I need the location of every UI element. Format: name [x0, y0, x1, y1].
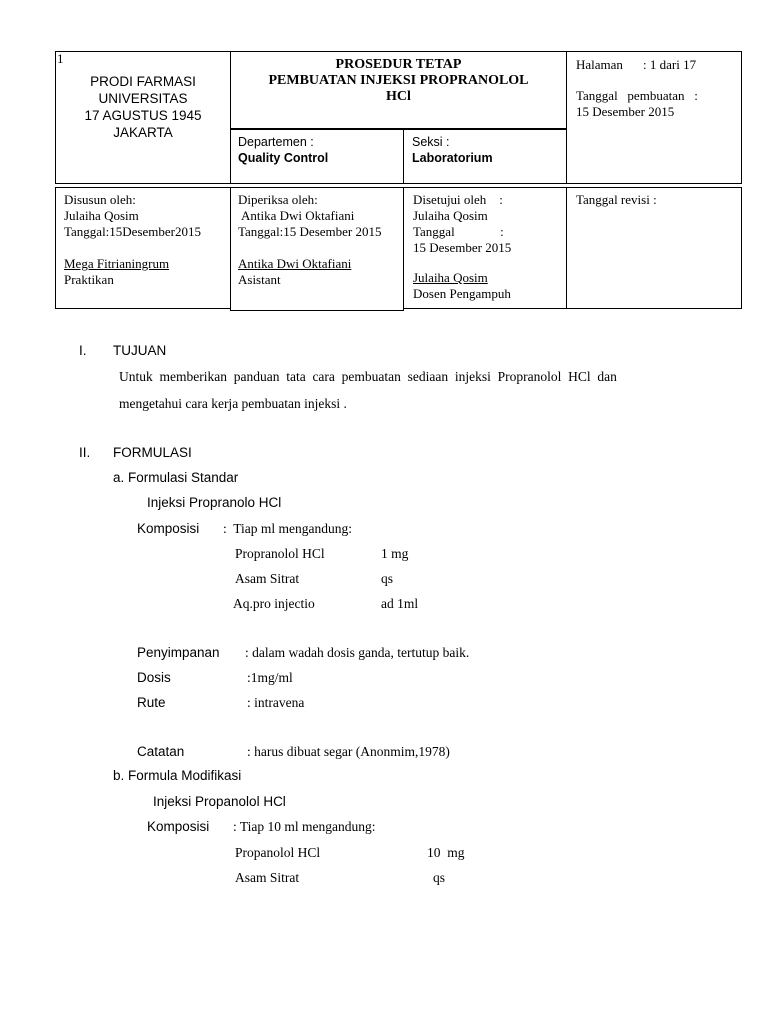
- section-2-title: FORMULASI: [113, 445, 192, 460]
- institution-name: [55, 73, 231, 141]
- prepared-date: Tanggal:15Desember2015: [64, 224, 201, 239]
- department-value: Quality Control: [238, 151, 329, 165]
- storage-value: : dalam wadah dosis ganda, tertutup baik.: [245, 645, 470, 660]
- a-komposisi-label: Komposisi: [137, 521, 200, 536]
- note-label: Catatan: [137, 744, 185, 759]
- approved-name2: Julaiha Qosim: [413, 270, 488, 285]
- approved-date-label: Tanggal :: [413, 224, 504, 239]
- created-date-value: 15 Desember 2015: [576, 104, 675, 119]
- prepared-by: [64, 192, 201, 288]
- section-1-number: I.: [79, 343, 87, 358]
- title-line: PEMBUATAN INJEKSI PROPRANOLOL: [268, 73, 529, 88]
- prepared-label: Disusun oleh:: [64, 192, 136, 207]
- a-komposisi-value: : Tiap ml mengandung:: [223, 521, 353, 536]
- dose-label: Dosis: [137, 670, 171, 685]
- institution-line: JAKARTA: [113, 125, 173, 140]
- section-1-title: TUJUAN: [113, 343, 167, 358]
- checked-label: Diperiksa oleh:: [238, 192, 318, 207]
- approved-date: 15 Desember 2015: [413, 240, 512, 255]
- a-item-name: Aq.pro injectio: [233, 596, 315, 611]
- subsection-a-product: Injeksi Propranolo HCl: [147, 495, 282, 510]
- dose-value: :1mg/ml: [247, 670, 293, 685]
- institution-line: UNIVERSITAS: [98, 91, 188, 106]
- section-2-number: II.: [79, 445, 91, 460]
- b-item-qty: qs: [433, 870, 446, 885]
- section-1-line-2: mengetahui cara kerja pembuatan injeksi .: [119, 396, 347, 411]
- prepared-name2: Mega Fitrianingrum: [64, 256, 170, 271]
- department-label: Departemen :: [238, 135, 314, 149]
- institution-line: PRODI FARMASI: [90, 74, 196, 89]
- checked-role2: Asistant: [238, 272, 281, 287]
- subsection-b-title: b. Formula Modifikasi: [113, 768, 242, 783]
- b-item-name: Propanolol HCl: [235, 845, 321, 860]
- revision-label: Tanggal revisi :: [576, 192, 657, 207]
- title-line: PROSEDUR TETAP: [335, 57, 462, 72]
- page-label: Halaman: [576, 57, 623, 72]
- checked-date: Tanggal:15 Desember 2015: [238, 224, 382, 239]
- subsection-b-product: Injeksi Propanolol HCl: [153, 794, 286, 809]
- prepared-name: Julaiha Qosim: [64, 208, 139, 223]
- approved-role2: Dosen Pengampuh: [413, 286, 511, 301]
- subsection-a-title: a. Formulasi Standar: [113, 470, 239, 485]
- a-item-qty: 1 mg: [381, 546, 409, 561]
- b-item-qty: 10 mg: [427, 845, 465, 860]
- approved-name: Julaiha Qosim: [413, 208, 488, 223]
- checked-name: Antika Dwi Oktafiani: [241, 208, 355, 223]
- page-value: : 1 dari 17: [643, 57, 697, 72]
- b-komposisi-label: Komposisi: [147, 819, 210, 834]
- b-komposisi-value: : Tiap 10 ml mengandung:: [233, 819, 376, 834]
- section-1-line-1: Untuk memberikan panduan tata cara pembuatan sediaan injeksi Propranolol HCl dan: [119, 369, 617, 384]
- storage-label: Penyimpanan: [137, 645, 220, 660]
- a-item-name: Asam Sitrat: [235, 571, 300, 586]
- section-label: Seksi :: [412, 135, 450, 149]
- institution-line: 17 AGUSTUS 1945: [84, 108, 202, 123]
- document-title: [230, 57, 567, 105]
- created-date-label: Tanggal pembuatan :: [576, 88, 698, 103]
- approved-label: Disetujui oleh :: [413, 192, 503, 207]
- a-item-name: Propranolol HCl: [235, 546, 325, 561]
- b-item-name: Asam Sitrat: [235, 870, 300, 885]
- route-value: : intravena: [247, 695, 305, 710]
- checked-name2: Antika Dwi Oktafiani: [238, 256, 352, 271]
- section-value: Laboratorium: [412, 151, 493, 165]
- approved-by: [413, 192, 511, 302]
- route-label: Rute: [137, 695, 166, 710]
- title-line: HCl: [386, 89, 411, 104]
- checked-by: [238, 192, 382, 288]
- a-item-qty: ad 1ml: [381, 596, 419, 611]
- a-item-qty: qs: [381, 571, 394, 586]
- note-value: : harus dibuat segar (Anonmim,1978): [247, 744, 450, 759]
- page-corner-number: 1: [57, 51, 64, 66]
- prepared-role2: Praktikan: [64, 272, 114, 287]
